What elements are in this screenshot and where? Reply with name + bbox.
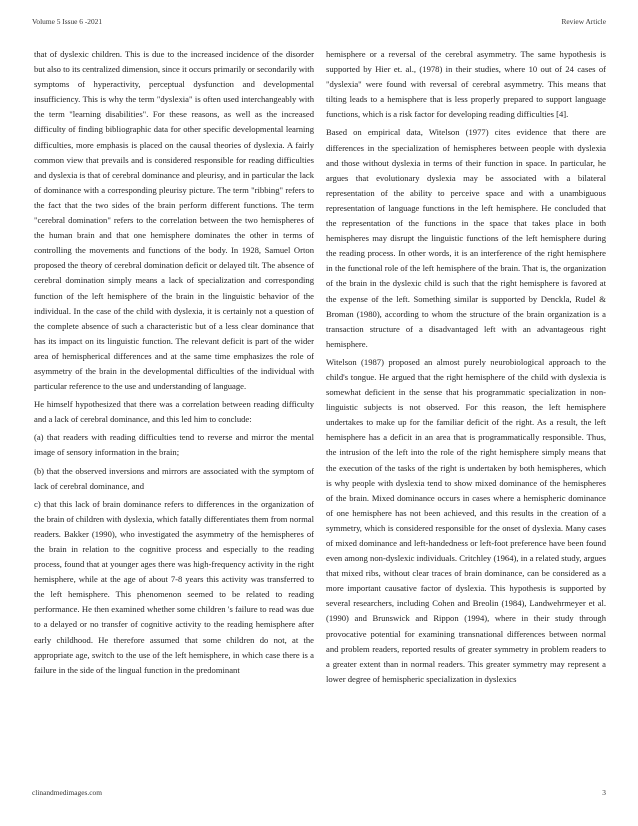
journal-volume-header: Volume 5 Issue 6 -2021 [32, 17, 103, 26]
paragraph: He himself hypothesized that there was a correlation between reading difficulty and a lack of cerebral dominance, and this led him to conclude: [34, 399, 314, 425]
paragraph: hemisphere or a reversal of the cerebral asymmetry. The same hypothesis is supported by Hier et. al., (1978) in their studies, where 10 out of 24 cases of "dyslexia" were found with reversal of cerebral asymmetry. This means that tilting leads to a hemisphere that is less properly prepared to support language functions, which is a risk factor for developing reading difficulties [4]. [326, 49, 606, 120]
paragraph: Witelson (1987) proposed an almost purely neurobiological approach to the child's tongue. He argued that the right hemisphere of the child with dyslexia is somewhat deficient in the sense that his programmatic specialization in non-linguistic subjects is not observed. For this reason, the left hemisphere undertakes to make up for the familiar deficit of the right. As a result, the left hemisphere has a deficit in an area that is programmatically responsible. Thus, the intrusion of the left into the role of the right hemisphere simply means that the execution of the tasks of the right is undertaken by both hemispheres, which is why people with dyslexia tend to show mixed dominance of the hemispheres of the brain. Mixed dominance occurs in cases where a hemispheric dominance of one hemisphere has not been achieved, and this results in the creation of a symmetry, which is considered responsible for the onset of dyslexia. Many cases of mixed dominance and left-handedness or left-foot preference have been found even among non-dyslexic individuals. Critchley (1964), in a related study, argues that mixed ribs, without clear traces of brain dominance, can be considered as a more important causative factor of dyslexia. This hypothesis is supported by several researchers, including Cohen and Breolin (1984), Landwehrmeyer et al. (1990) and Brunswick and Rippon (1994), where in their study through provocative potential for examining transnational differences between normal and problem readers, reported results of greater symmetry in problem readers to a greater extent than in normal readers. This greater symmetry may represent a lower degree of hemispheric specialization in dyslexics [326, 356, 606, 684]
article-type-header: Review Article [561, 17, 606, 26]
list-item-c: c) that this lack of brain dominance refers to differences in the organization of the brain of children with dyslexia, which fatally differentiates them from normal readers. Bakker (1990), who investigated the asymmetry of the hemispheres of the brain in relation to the cognitive process and especially to the reading process, found that at younger ages there was high-frequency activity in the right hemisphere, while at the age of about 7-8 years this activity was transferred to the left hemisphere. This phenomenon seemed to be related to reading performance. He then examined whether some children 's failure to read was due to a delayed or no transfer of cognitive activity to the reading hemisphere after early childhood. He therefore assumed that some children do not, at the appropriate age, switch to the use of the left hemisphere, in which case there is a failure in the side of the lingual function in the predominant [34, 498, 314, 675]
left-text-column [34, 47, 314, 678]
paragraph: that of dyslexic children. This is due to the increased incidence of the disorder but also to its centralized dimension, since it occurs primarily or secondarily with symptoms of hyperactivity, perceptual dysfunction and developmental insufficiency. This is why the term "dyslexia" is often used interchangeably with the term "learning disabilities". For these reasons, as well as the increased difficulty of finding bibliographic data for other specific developmental learning difficulties, more emphasis is placed on the causal theories of dyslexia. A fairly common view that prevails and is considered responsible for reading difficulties and dyslexia is that of cerebral dominance and pleurisy, and in particular the lack of dominance with a corresponding pleurisy picture. The term "ribbing" refers to the fact that the two sides of the brain perform different functions. The term "cerebral domination" refers to the correlation between the two hemispheres of the human brain and that one hemisphere dominates the other in terms of controlling the movements and functions of the body. In 1928, Samuel Orton proposed the theory of cerebral domination deficit or delayed tilt. The absence of cerebral domination simply means a lack of specialization and corresponding function of the left hemisphere of the brain in the linguistic behavior of the individual. In the case of the child with dyslexia, it is certainly not a question of the complete absence of such a characteristic but of a less clear dominance that has its impact on its linguistic function. The relevant deficit is part of the wider area of hemispherical differences and at the same time emphasizes the role of asymmetry of the brain in the developmental difficulties of the individual with particular reference to the use and understanding of language. [34, 49, 314, 392]
list-item-b: (b) that the observed inversions and mirrors are associated with the symptom of lack of cerebral dominance, and [34, 465, 314, 491]
page-number: 3 [602, 788, 606, 797]
paragraph: Based on empirical data, Witelson (1977) cites evidence that there are differences in the specialization of hemispheres between people with dyslexia and those without dyslexia in terms of their function in space. In particular, he argues that evolutionary dyslexia may be associated with a bilateral representation of the ability to perceive space and with a unambiguous representation of language functions in the left hemisphere. He concluded that the representation of the functions in the space that takes place in both hemispheres may disrupt the linguistic functions of the left hemisphere during the reading process. In other words, it is an interference of the right hemisphere in the functional role of the left hemisphere of the brain. That is, the organization of the brain in the dyslexic child is such that the right hemisphere is favored at the expense of the left. Something similar is supported by Denckla, Rudel & Broman (1980), according to whom the structure of the brain organization is a transaction structure of a disadvantaged left with an advantageous right hemisphere. [326, 127, 606, 349]
right-text-column [326, 47, 606, 687]
website-footer: clinandmedimages.com [32, 788, 102, 797]
list-item-a: (a) that readers with reading difficulties tend to reverse and mirror the mental image of sensory information in the brain; [34, 432, 314, 458]
